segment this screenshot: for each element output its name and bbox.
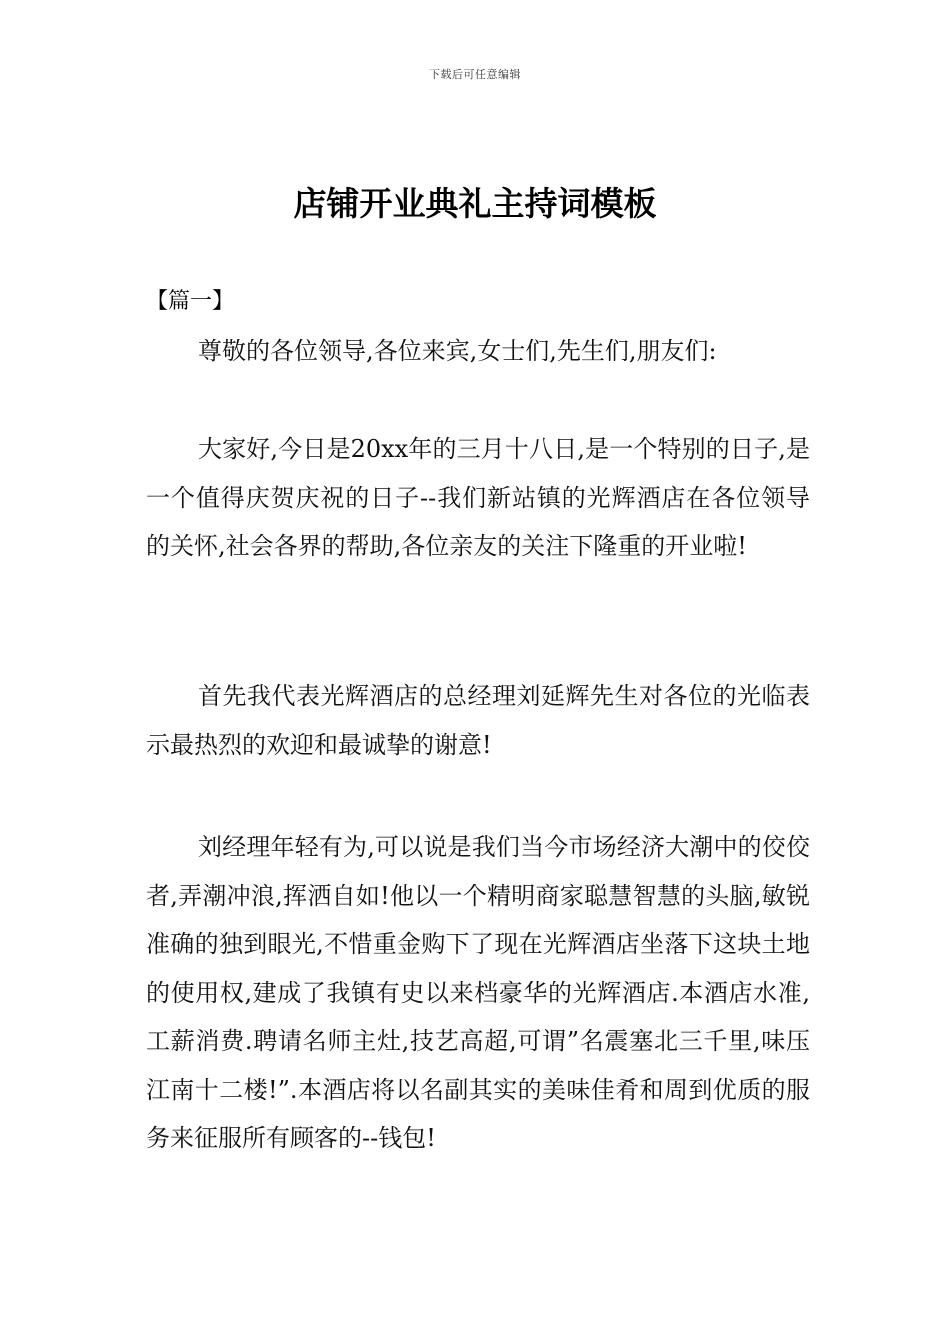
body-paragraph: 刘经理年轻有为,可以说是我们当今市场经济大潮中的佼佼者,弄潮冲浪,挥洒自如!他以一个精明商家聪慧智慧的头脑,敏锐准确的独到眼光,不惜重金购下了现在光辉酒店坐落下这块土地的使用权,建成了我镇有史以来档豪华的光辉酒店.本酒店水准,工薪消费.聘请名师主灶,技艺高超,可谓”名震塞北三千里,味压江南十二楼!”.本酒店将以名副其实的美味佳肴和周到优质的服务来征服所有顾客的--钱包! <box>146 833 810 1152</box>
header-note: 下载后可任意编辑 <box>429 68 521 81</box>
body-paragraph: 大家好,今日是20xx年的三月十八日,是一个特别的日子,是一个值得庆贺庆祝的日子--我们新站镇的光辉酒店在各位领导的关怀,社会各界的帮助,各位亲友的关注下隆重的开业啦! <box>146 435 810 560</box>
document-title: 店铺开业典礼主持词模板 <box>293 184 657 223</box>
salutation-paragraph: 尊敬的各位领导,各位来宾,女士们,先生们,朋友们: <box>198 337 717 365</box>
section-label: 【篇一】 <box>146 289 235 314</box>
body-paragraph: 首先我代表光辉酒店的总经理刘延辉先生对各位的光临表示最热烈的欢迎和最诚挚的谢意! <box>146 682 810 759</box>
